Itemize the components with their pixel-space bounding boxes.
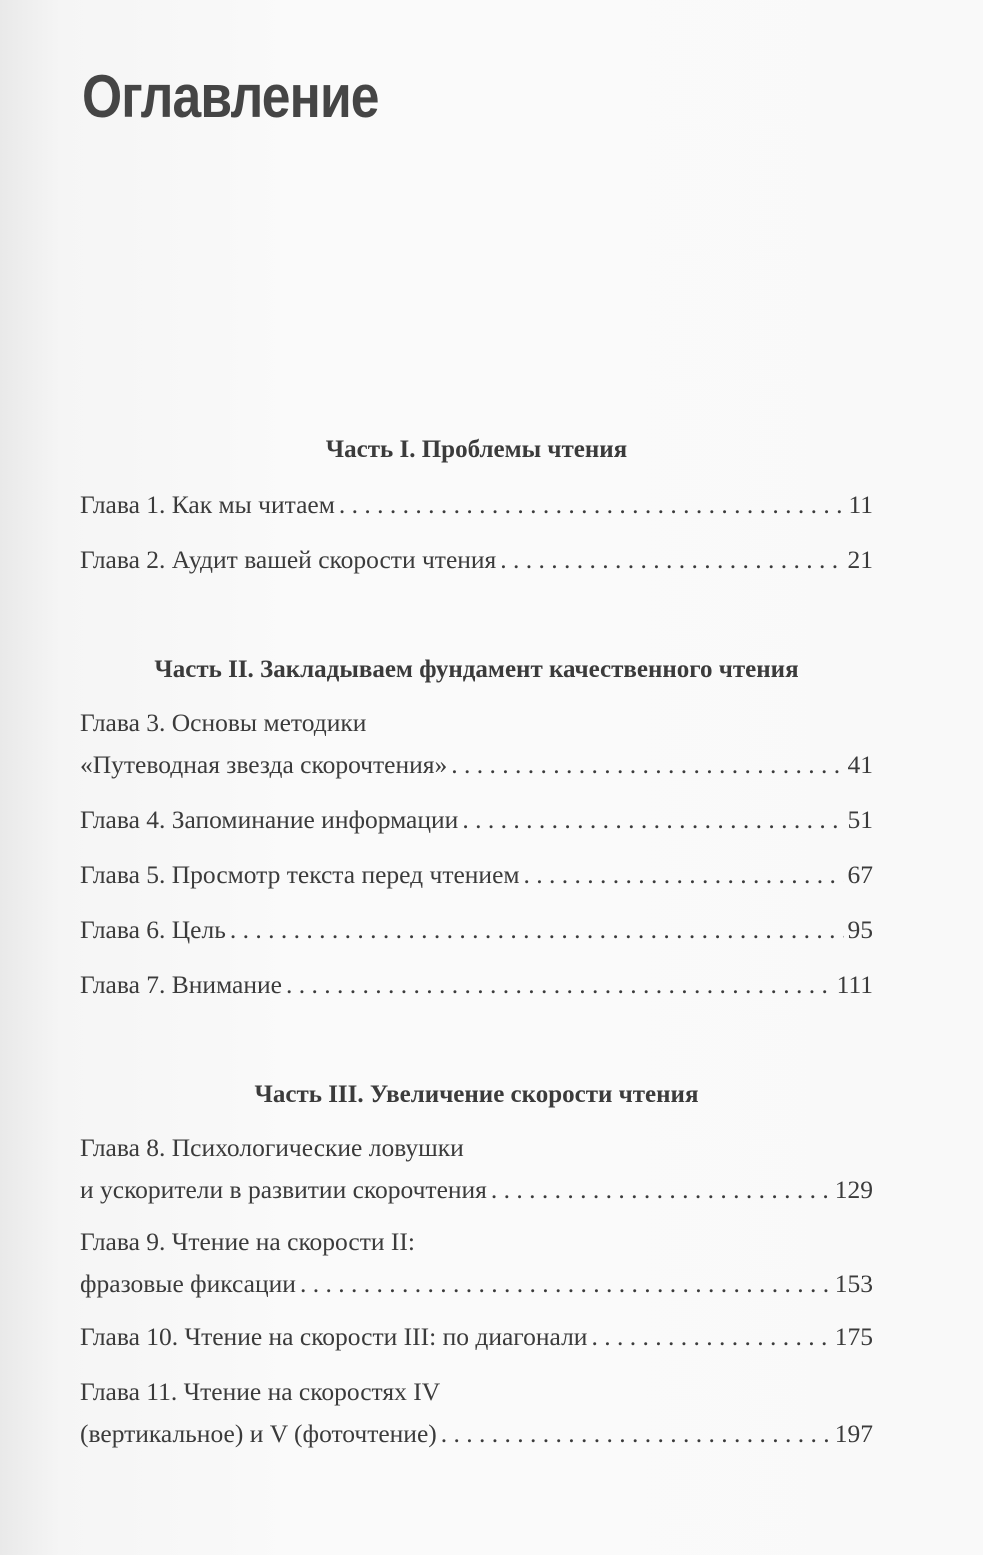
page-title: Оглавление xyxy=(82,63,379,130)
chapter-title: Глава 1. Как мы читаем xyxy=(80,490,335,519)
dot-leader xyxy=(441,1419,831,1449)
page-number: 67 xyxy=(847,860,873,889)
chapter-title: Глава 11. Чтение на скоростях IV xyxy=(80,1377,441,1406)
toc-entry xyxy=(80,1133,873,1205)
toc-entry xyxy=(80,860,873,890)
chapter-title: Глава 6. Цель xyxy=(80,915,226,944)
chapter-title-cont: и ускорители в развитии скорочтения xyxy=(80,1175,487,1204)
dot-leader xyxy=(462,805,843,835)
toc-entry xyxy=(80,970,873,1000)
dot-leader xyxy=(500,545,843,575)
chapter-title: Глава 5. Просмотр текста перед чтением xyxy=(80,860,520,889)
page-number: 111 xyxy=(836,970,873,999)
chapter-title-cont: фразовые фиксации xyxy=(80,1269,296,1298)
toc-entry xyxy=(80,545,873,575)
page-number: 153 xyxy=(834,1269,873,1298)
page-number: 95 xyxy=(847,915,873,944)
toc-entry xyxy=(80,805,873,835)
toc-entry xyxy=(80,490,873,520)
page-number: 175 xyxy=(834,1322,873,1351)
part-heading: Часть II. Закладываем фундамент качественного чтения xyxy=(154,656,799,683)
toc-entry xyxy=(80,915,873,945)
dot-leader xyxy=(591,1322,830,1352)
page-number: 129 xyxy=(834,1175,873,1204)
chapter-title: Глава 3. Основы методики xyxy=(80,708,367,737)
dot-leader xyxy=(230,915,844,945)
chapter-title-cont: «Путеводная звезда скорочтения» xyxy=(80,750,448,779)
chapter-title: Глава 9. Чтение на скорости II: xyxy=(80,1227,415,1256)
toc-entry xyxy=(80,1227,873,1299)
chapter-title-cont: (вертикальное) и V (фоточтение) xyxy=(80,1419,437,1448)
dot-leader xyxy=(451,750,843,780)
page-number: 197 xyxy=(834,1419,873,1448)
dot-leader xyxy=(300,1269,831,1299)
toc-entry xyxy=(80,708,873,780)
chapter-title: Глава 8. Психологические ловушки xyxy=(80,1133,464,1162)
chapter-title: Глава 2. Аудит вашей скорости чтения xyxy=(80,545,497,574)
chapter-title: Глава 7. Внимание xyxy=(80,970,282,999)
dot-leader xyxy=(339,490,845,520)
page-number: 41 xyxy=(847,750,873,779)
chapter-title: Глава 10. Чтение на скорости III: по диагонали xyxy=(80,1322,588,1351)
toc-entry xyxy=(80,1322,873,1352)
dot-leader xyxy=(491,1175,831,1205)
page-number: 21 xyxy=(847,545,873,574)
page-number: 11 xyxy=(848,490,873,519)
chapter-title: Глава 4. Запоминание информации xyxy=(80,805,459,834)
part-heading: Часть III. Увеличение скорости чтения xyxy=(254,1081,699,1108)
dot-leader xyxy=(286,970,833,1000)
page-number: 51 xyxy=(847,805,873,834)
part-heading: Часть I. Проблемы чтения xyxy=(325,436,628,463)
dot-leader xyxy=(524,860,844,890)
toc-entry xyxy=(80,1377,873,1449)
